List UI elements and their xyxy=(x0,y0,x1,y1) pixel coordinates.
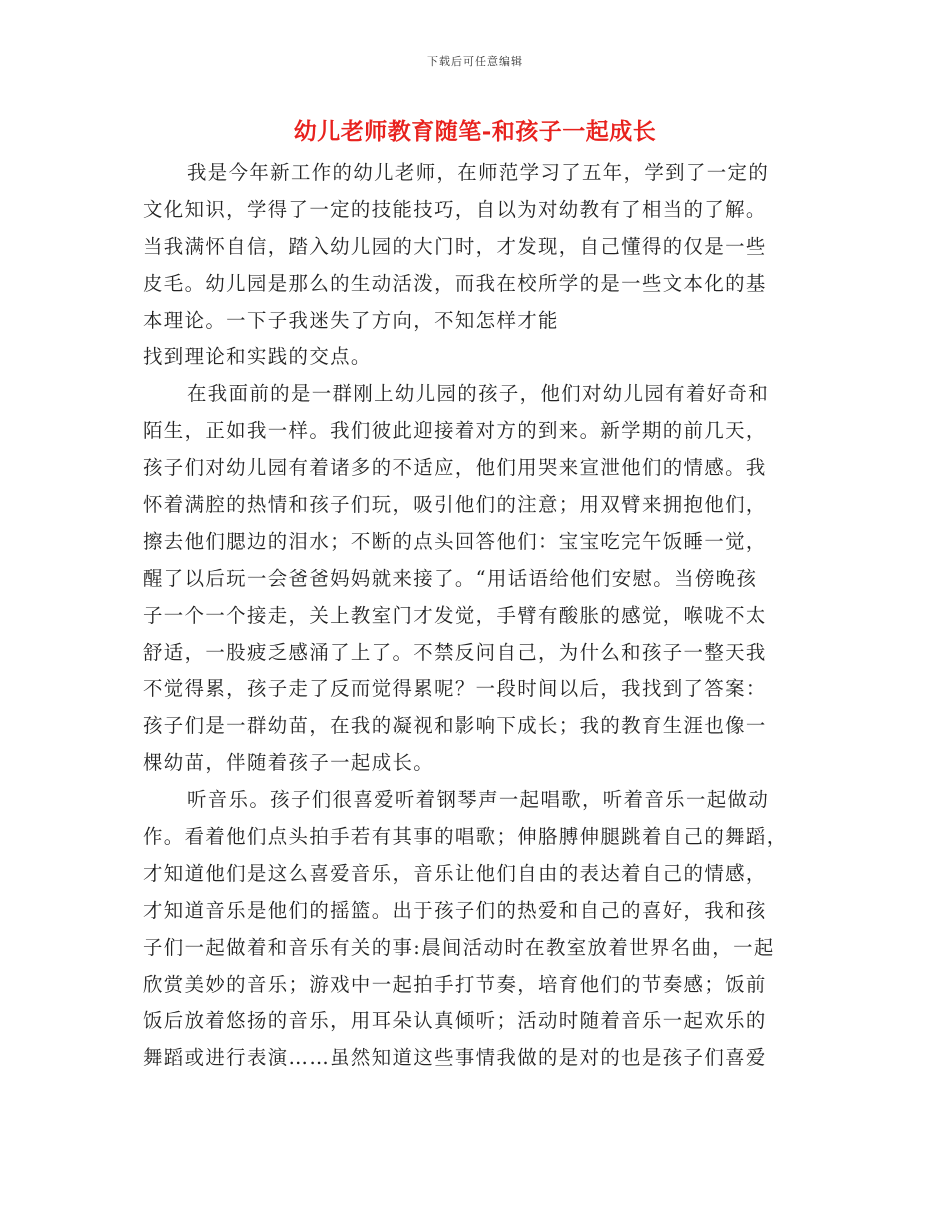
paragraph-2-line: 棵幼苗，伴随着孩子一起成长。 xyxy=(143,751,435,775)
paragraph-3-line: 饭后放着悠扬的音乐，用耳朵认真倾听；活动时随着音乐一起欢乐的 xyxy=(143,1009,767,1033)
paragraph-3-line: 才知道他们是这么喜爱音乐，音乐让他们自由的表达着自己的情感， xyxy=(143,861,767,885)
paragraph-3-line: 听音乐。孩子们很喜爱听着钢琴声一起唱歌，听着音乐一起做动 xyxy=(187,788,770,812)
document-title: 幼儿老师教育随笔-和孩子一起成长 xyxy=(293,118,657,145)
paragraph-3-line: 作。看着他们点头拍手若有其事的唱歌；伸胳膊伸腿跳着自己的舞蹈， xyxy=(143,825,788,849)
paragraph-2-line: 陌生，正如我一样。我们彼此迎接着对方的到来。新学期的前几天， xyxy=(143,419,767,443)
document-body xyxy=(143,155,803,1077)
paragraph-2-line: 孩子们是一群幼苗，在我的凝视和影响下成长；我的教育生涯也像一 xyxy=(143,714,767,738)
paragraph-1-line: 我是今年新工作的幼儿老师，在师范学习了五年，学到了一定的 xyxy=(187,161,770,184)
paragraph-1-line: 找到理论和实践的交点。 xyxy=(143,345,372,369)
paragraph-1-line: 文化知识，学得了一定的技能技巧，自以为对幼教有了相当的了解。 xyxy=(143,197,767,221)
paragraph-2-line: 怀着满腔的热情和孩子们玩，吸引他们的注意；用双臂来拥抱他们， xyxy=(143,493,767,517)
paragraph-2-line: 舒适，一股疲乏感涌了上了。不禁反问自己，为什么和孩子一整天我 xyxy=(143,640,767,664)
paragraph-3-line: 子们一起做着和音乐有关的事:晨间活动时在教室放着世界名曲，一起 xyxy=(143,935,775,959)
paragraph-2-line: 醒了以后玩一会爸爸妈妈就来接了。“用话语给他们安慰。当傍晚孩 xyxy=(143,566,758,590)
paragraph-1-line: 皮毛。幼儿园是那么的生动活泼，而我在校所学的是一些文本化的基 xyxy=(143,271,767,295)
paragraph-2-line: 擦去他们腮边的泪水；不断的点头回答他们：宝宝吃完午饭睡一觉， xyxy=(143,529,767,553)
paragraph-2-line: 孩子们对幼儿园有着诸多的不适应，他们用哭来宣泄他们的情感。我 xyxy=(143,456,767,480)
paragraph-3-line: 欣赏美妙的音乐；游戏中一起拍手打节奏，培育他们的节奏感；饭前 xyxy=(143,972,767,996)
paragraph-1-line: 当我满怀自信，踏入幼儿园的大门时，才发现，自己懂得的仅是一些 xyxy=(143,234,767,258)
paragraph-2-line: 在我面前的是一群刚上幼儿园的孩子，他们对幼儿园有着好奇和 xyxy=(187,382,770,406)
paragraph-3-line: 舞蹈或进行表演……虽然知道这些事情我做的是对的也是孩子们喜爱 xyxy=(143,1046,767,1070)
paragraph-3-line: 才知道音乐是他们的摇篮。出于孩子们的热爱和自己的喜好，我和孩 xyxy=(143,898,767,922)
paragraph-2-line: 子一个一个接走，关上教室门才发觉，手臂有酸胀的感觉，喉咙不太 xyxy=(143,603,767,627)
header-note: 下载后可任意编辑 xyxy=(427,55,523,68)
paragraph-1-line: 本理论。一下子我迷失了方向，不知怎样才能 xyxy=(143,308,559,332)
paragraph-2-line: 不觉得累，孩子走了反而觉得累呢？一段时间以后，我找到了答案： xyxy=(143,677,767,701)
